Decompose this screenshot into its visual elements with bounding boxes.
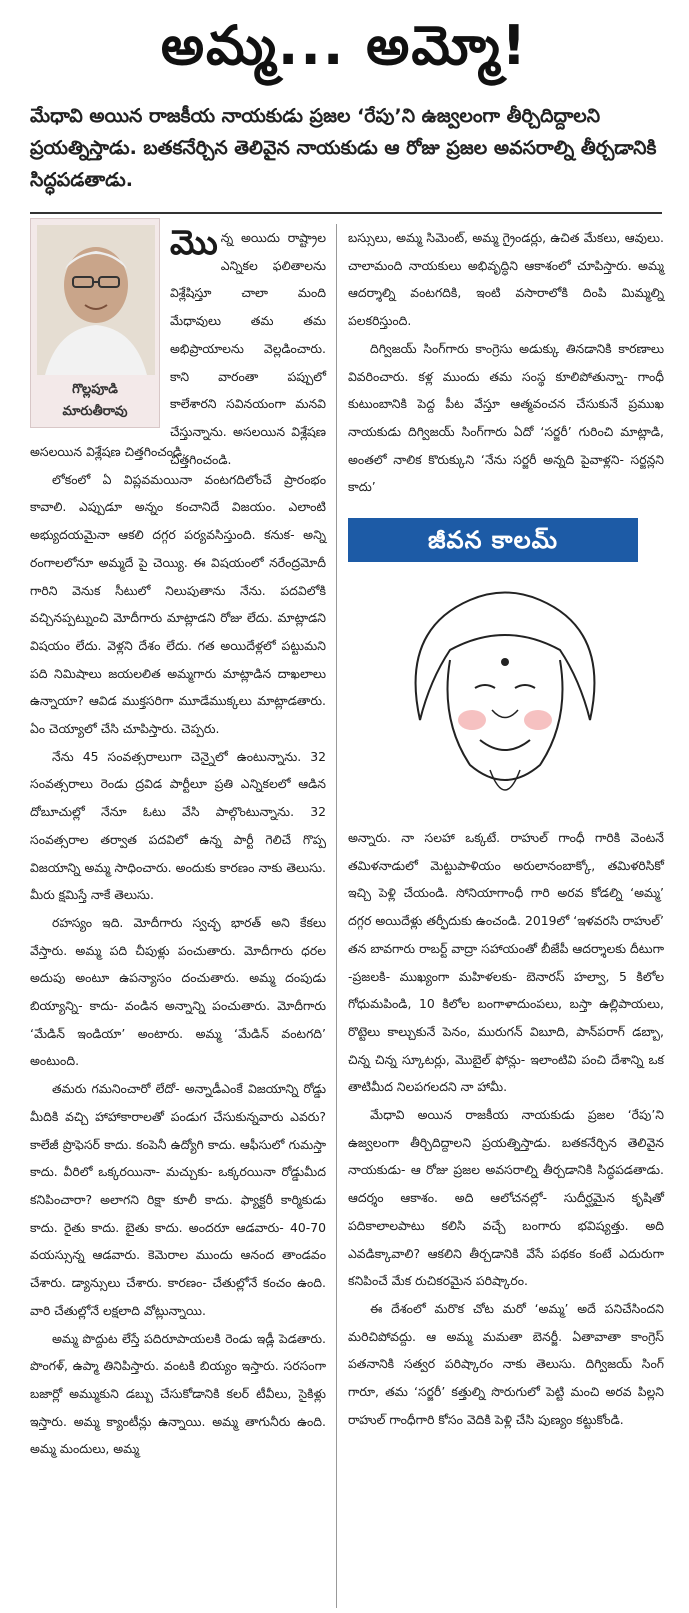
right-column-top <box>348 224 664 514</box>
dropcap: మొ <box>170 223 218 263</box>
headline: అమ్మ... అమ్మో! <box>160 14 529 77</box>
paragraph: తమరు గమనించారో లేదో- అన్నాడీఎంకే విజయాన్ని రోడ్డు మీదికి వచ్చి హాహాకారాలతో పండుగ చేసుకున్నవారు ఎవరు? కాలేజీ ప్రొఫెసర్ కాదు. కంపెనీ ఉద్యోగి కాదు. ఆఫీసులో గుమస్తా కాదు. వీరిలో ఒక్కరయినా- మచ్చుకు- ఒక్కరయినా రోడ్డుమీద కనిపించారా? అలాగని రిక్షా కూలీ కాదు. ఫ్యాక్టరీ కార్మికుడు కాదు. రైతు కాదు. బైతు కాదు. అందరూ ఆడవారు- 40-70 వయస్సున్న ఆడవారు. కెమెరాల ముందు ఆనంద తాండవం చేశారు. డ్యాన్సులు చేశారు. కారణం- చేతుల్లోనే కంచం ఉంది. వారి చేతుల్లోనే లక్షలాది వోట్లున్నాయి. <box>30 1081 326 1318</box>
paragraph: అన్నారు. నా సలహా ఒక్కటే. రాహుల్ గాంధీ గారికి వెంటనే తమిళనాడులో మెట్టుపాళియం అరులానంబాక్కో, తమిళరిసికో ఇచ్చి పెళ్లి చేయండి. సోనియాగాంధీ గారి అరవ కోడల్ని ‘అమ్మ’ దగ్గర అయిదేళ్లు తర్ఫీదుకు ఉంచండి. 2019లో ‘ఇళవరసి రాహుల్’ తన బావగారు రాబర్ట్ వాద్రా సహాయంతో బీజేపీ ఆదర్శాలకు దీటుగా -ప్రజలకి- ముఖ్యంగా మహిళలకు- బెనారస్ హల్వా, 5 కిలోల గోధుమపిండి, 10 కిలోల బంగాళాదుంపలు, బస్తా ఉల్లిపాయలు, రొట్టెలు కాల్చుకునే పెనం, మురుగన్ విబూది, పాన్‌పరాగ్ డబ్బా, చిన్న చిన్న స్కూటర్లు, మొబైల్ ఫోన్లు- ఇలాంటివి పంచి దేశాన్ని ఒక తాటిమీద నిలపగలదని నా హామీ. <box>348 830 664 1095</box>
column-name-banner: జీవన కాలమ్ <box>348 518 638 562</box>
paragraph: లోకంలో ఏ విప్లవమయినా వంటగదిలోంచే ప్రారంభం కావాలి. ఎప్పుడూ అన్నం కంచానిదే విజయం. ఎలాంటి అభ్యుదయమైనా ఆకలి దగ్గర పర్యవసిస్తుంది. కనుక- అన్ని రంగాలలోనూ అమ్మదే పై చెయ్యి. ఈ విషయంలో నరేంద్రమోదీ గారిని వెనుక సీటులో నిలుపుతాను నేను. పదవిలోకి వచ్చినప్పట్నుంచి మోదీగారు మాట్లాడని రోజు లేదు. మాట్లాడని విషయం లేదు. వెళ్లని దేశం లేదు. గత అయిదేళ్లలో పట్టుమని పది నిమిషాలు జయలలిత అమ్మగారు మాట్లాడిన దాఖలాలు ఉన్నాయా? ఆవిడ ముక్తసరిగా మూడేముక్కలు మాట్లాడతారు. ఏం చెయ్యాలో చేసి చూపిస్తారు. చెప్పరు. <box>30 471 326 737</box>
intro-paragraph: న్న అయిదు రాష్ట్రాల ఎన్నికల ఫలితాలను విశ్లేషిస్తూ చాలా మంది మేధావులు తమ తమ అభిప్రాయాలను వెల్లడించారు. కాని వారంతా పప్పులో కాలేశారని సవినయంగా మనవి చేస్తున్నాను. అసలయిన విశ్లేషణ చిత్తగించండి. <box>170 230 326 467</box>
paragraph: ఈ దేశంలో మరొక చోట మరో ‘అమ్మ’ అదే పనిచేసిందని మరిచిపోవద్దు. ఆ అమ్మ మమతా బెనర్జీ. ఏతావాతా కాంగ్రెస్ పతనానికి సత్వర పరిష్కారం నాకు తెలుసు. దిగ్విజయ్ సింగ్ గారూ, తమ ‘సర్జరీ’ కత్తుల్ని సొరుగులో పెట్టి మంచి అరవ పిల్లని రాహుల్ గాంధీగారి కోసం వెదికి పెళ్లి చేసి పుణ్యం కట్టుకోండి. <box>348 1300 664 1427</box>
divider <box>30 212 662 214</box>
paragraph: బస్సులు, అమ్మ సిమెంట్, అమ్మ గ్రైండర్లు, ఉచిత మేకలు, ఆవులు. చాలామంది నాయకులు అభివృద్ధిని ఆకాశంలో చూపిస్తారు. అమ్మ ఆదర్శాల్ని వంటగదికి, ఇంటి వసారాలోకి దింపి మిమ్మల్ని పలకరిస్తుంది. <box>348 230 664 329</box>
paragraph: రహస్యం ఇది. మోదీగారు స్వచ్ఛ భారత్ అని కేకలు వేస్తారు. అమ్మ పది చీపుళ్లు పంచుతారు. మోదీగారు ధరల అదుపు అంటూ ఉపన్యాసం దంచుతారు. అమ్మ దంపుడు బియ్యాన్ని- కాదు- వండిన అన్నాన్ని పంచుతారు. మోదీగారు ‘మేడిన్ ఇండియా’ అంటారు. అమ్మ ‘మేడిన్ వంటగది’ అంటుంది. <box>30 914 326 1069</box>
author-photo-box <box>30 218 160 428</box>
intro-text <box>170 223 326 467</box>
paragraph: నేను 45 సంవత్సరాలుగా చెన్నైలో ఉంటున్నాను. 32 సంవత్సరాలు రెండు ద్రవిడ పార్టీలూ ప్రతి ఎన్నికలలో ఆడిన దోబూచుల్లో నేనూ ఓటు వేసి పాల్గొంటున్నాను. 32 సంవత్సరాల తర్వాత పదవిలో ఉన్న పార్టీ గెలిచే గొప్ప విజయాన్ని అమ్మ సాధించారు. అందుకు కారణం నాకు తెలుసు. మీరు క్షమిస్తే నాకే తెలుసు. <box>30 748 326 903</box>
author-portrait-icon <box>37 225 155 375</box>
author-photo <box>37 225 155 375</box>
author-caption <box>31 379 159 423</box>
left-column <box>30 438 326 1608</box>
paragraph: దిగ్విజయ్ సింగ్‌గారు కాంగ్రెసు అడుక్కు తినడానికి కారణాలు వివరించారు. కళ్ల ముందు తమ సంస్థ కూలిపోతున్నా- గాంధీ కుటుంబానికి పెద్ద పీట వేస్తూ ఆత్మవంచన చేసుకునే ప్రముఖ నాయకుడు దిగ్విజయ్ సింగ్‌గారు ఏదో ‘సర్జరీ’ గురించి మాట్లాడి, అంతలో నాలిక కొరుక్కుని ‘నేను సర్జరీ అన్నది పైవాళ్లని- సర్జన్లని కాదు’ <box>348 340 664 495</box>
paragraph: అసలయిన విశ్లేషణ చిత్తగించండి. <box>30 444 187 459</box>
jayalalitha-sketch-icon <box>380 570 630 820</box>
paragraph: మేధావి అయిన రాజకీయ నాయకుడు ప్రజల ‘రేపు’ని ఉజ్వలంగా తీర్చిదిద్దాలని ప్రయత్నిస్తాడు. బతకనేర్చిన తెలివైన నాయకుడు- ఆ రోజు ప్రజల అవసరాల్ని తీర్చడానికి సిద్ధపడతాడు. ఆదర్శం ఆకాశం. అది ఆలోచనల్లో- సుదీర్ఘమైన కృషితో పదికాలాలపాటు కలిసి వచ్చే బంగారు భవిష్యత్తు. అది ఎవడిక్కావాలి? ఆకలిని తీర్చడానికి వేసే పథకం కంటే ఎదురుగా కనిపించే మేక రుచికరమైన పరిష్కారం. <box>348 1107 664 1289</box>
paragraph: అమ్మ పొద్దుట లేస్తే పదిరూపాయలకి రెండు ఇడ్లీ పెడతారు. పొంగళ్, ఉప్మా తినిపిస్తారు. వంటకి బియ్యం ఇస్తారు. సరసంగా బజార్లో అమ్ముకుని డబ్బు చేసుకోడానికి కలర్ టీవీలు, సైకిళ్లు ఇస్తారు. అమ్మ క్యాంటీన్లు ఉన్నాయి. అమ్మ తాగునీరు ఉంది. అమ్మ మందులు, అమ్మ <box>30 1330 326 1457</box>
author-name-line2: మారుతీరావు <box>62 404 128 419</box>
column-divider <box>336 224 337 1608</box>
author-name-line1: గొల్లపూడి <box>72 382 118 397</box>
right-column-bottom <box>348 824 664 1608</box>
deck-summary: మేధావి అయిన రాజకీయ నాయకుడు ప్రజల ‘రేపు’ని ఉజ్వలంగా తీర్చిదిద్దాలని ప్రయత్నిస్తాడు. బతకనేర్చిన తెలివైన నాయకుడు ఆ రోజు ప్రజల అవసరాల్ని తీర్చడానికి సిద్ధపడతాడు. <box>30 105 657 191</box>
